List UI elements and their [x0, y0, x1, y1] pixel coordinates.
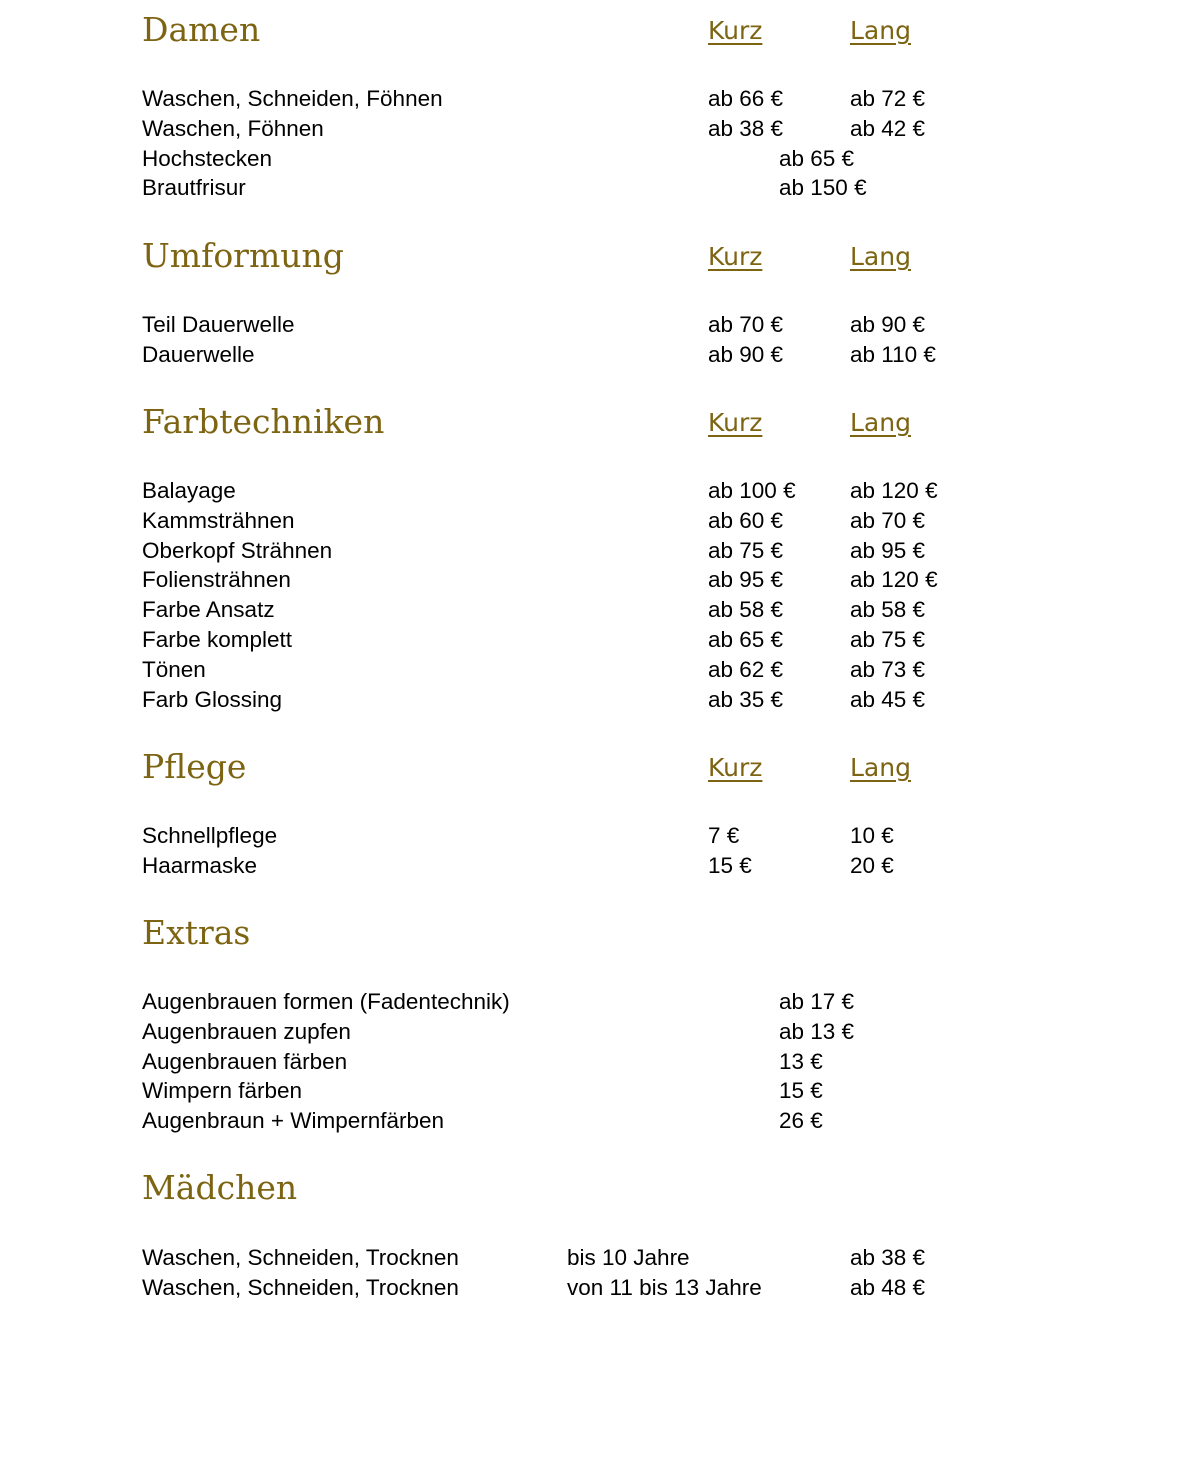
price-lang: ab 70 € — [850, 507, 926, 533]
section-title: Extras — [142, 913, 251, 952]
service-name: Waschen, Schneiden, Föhnen — [142, 86, 443, 111]
price-lang: ab 45 € — [850, 686, 926, 712]
price-row — [0, 1047, 1190, 1077]
price-row — [0, 1017, 1190, 1047]
service-name: Schnellpflege — [142, 823, 278, 848]
price: ab 48 € — [850, 1274, 926, 1300]
price-lang: ab 42 € — [850, 115, 926, 141]
service-name: Waschen, Schneiden, Trocknen — [142, 1245, 459, 1270]
price-kurz: ab 95 € — [708, 567, 784, 593]
price-kurz: ab 66 € — [708, 86, 784, 111]
price-lang: ab 73 € — [850, 656, 926, 682]
column-header-lang: Lang — [850, 408, 911, 437]
column-header-kurz: Kurz — [708, 242, 763, 271]
service-name: Waschen, Schneiden, Trocknen — [142, 1274, 459, 1300]
price-kurz: ab 60 € — [708, 507, 784, 533]
service-name: Dauerwelle — [142, 341, 255, 367]
service-name: Augenbrauen formen (Fadentechnik) — [142, 989, 510, 1014]
price-row — [0, 987, 1190, 1017]
price-row — [0, 476, 1190, 506]
price-row — [0, 506, 1190, 536]
price-row — [0, 1106, 1190, 1136]
service-name: Brautfrisur — [142, 175, 246, 201]
service-name: Teil Dauerwelle — [142, 312, 295, 337]
price-lang: ab 72 € — [850, 86, 926, 111]
service-name: Foliensträhnen — [142, 567, 291, 593]
price-lang: ab 110 € — [850, 341, 936, 367]
price: ab 13 € — [779, 1018, 855, 1044]
price-row — [0, 1273, 1190, 1303]
price-kurz: ab 70 € — [708, 312, 784, 337]
service-name: Augenbraun + Wimpernfärben — [142, 1108, 445, 1134]
price-rows — [0, 476, 1190, 714]
column-header-lang: Lang — [850, 753, 911, 782]
section-title: Farbtechniken — [142, 402, 385, 441]
service-name: Kammsträhnen — [142, 507, 295, 533]
price-kurz: ab 35 € — [708, 686, 784, 712]
price-row — [0, 84, 1190, 114]
price-kurz: ab 58 € — [708, 597, 784, 623]
price-row — [0, 114, 1190, 144]
column-header-lang: Lang — [850, 16, 911, 45]
service-name: Farbe komplett — [142, 626, 293, 652]
price-row — [0, 310, 1190, 340]
service-name: Wimpern färben — [142, 1078, 303, 1104]
price-lang: ab 90 € — [850, 312, 926, 337]
price-rows — [0, 821, 1190, 881]
price-row — [0, 1076, 1190, 1106]
price-rows — [0, 310, 1190, 370]
service-name: Oberkopf Strähnen — [142, 537, 333, 563]
price-row — [0, 595, 1190, 625]
price: 13 € — [779, 1048, 823, 1074]
price-row — [0, 1243, 1190, 1273]
price-rows — [0, 987, 1190, 1136]
price-kurz: ab 100 € — [708, 478, 796, 503]
service-name: Farb Glossing — [142, 686, 283, 712]
price-kurz: ab 38 € — [708, 115, 784, 141]
price-kurz: ab 62 € — [708, 656, 784, 682]
price-kurz: 15 € — [708, 852, 752, 878]
service-name: Waschen, Föhnen — [142, 115, 324, 141]
price: ab 38 € — [850, 1245, 926, 1270]
price: ab 65 € — [779, 145, 855, 171]
price-rows — [0, 84, 1190, 203]
column-header-kurz: Kurz — [708, 753, 763, 782]
price-lang: 10 € — [850, 823, 894, 848]
age-range: bis 10 Jahre — [567, 1245, 690, 1270]
price-rows — [0, 1243, 1190, 1303]
price-row — [0, 625, 1190, 655]
price-row — [0, 655, 1190, 685]
column-header-kurz: Kurz — [708, 408, 763, 437]
service-name: Augenbrauen zupfen — [142, 1018, 351, 1044]
service-name: Tönen — [142, 656, 206, 682]
price-lang: ab 120 € — [850, 478, 938, 503]
price: 15 € — [779, 1078, 823, 1104]
price-row — [0, 821, 1190, 851]
price-lang: ab 120 € — [850, 567, 938, 593]
price-lang: 20 € — [850, 852, 894, 878]
price-row — [0, 536, 1190, 566]
service-name: Hochstecken — [142, 145, 273, 171]
price-kurz: ab 75 € — [708, 537, 784, 563]
service-name: Farbe Ansatz — [142, 597, 275, 623]
price-lang: ab 75 € — [850, 626, 926, 652]
price-row — [0, 173, 1190, 203]
service-name: Balayage — [142, 478, 236, 503]
price-row — [0, 144, 1190, 174]
price: 26 € — [779, 1108, 823, 1134]
section-title: Mädchen — [142, 1168, 298, 1207]
price-row — [0, 851, 1190, 881]
service-name: Augenbrauen färben — [142, 1048, 348, 1074]
price-kurz: 7 € — [708, 823, 740, 848]
section-title: Umformung — [142, 236, 344, 275]
price-lang: ab 58 € — [850, 597, 926, 623]
price-lang: ab 95 € — [850, 537, 926, 563]
price: ab 150 € — [779, 175, 867, 201]
price-row — [0, 565, 1190, 595]
column-header-lang: Lang — [850, 242, 911, 271]
service-name: Haarmaske — [142, 852, 258, 878]
price-row — [0, 685, 1190, 715]
price-kurz: ab 90 € — [708, 341, 784, 367]
price: ab 17 € — [779, 989, 855, 1014]
price-kurz: ab 65 € — [708, 626, 784, 652]
price-row — [0, 340, 1190, 370]
age-range: von 11 bis 13 Jahre — [567, 1274, 762, 1300]
column-header-kurz: Kurz — [708, 16, 763, 45]
section-title: Pflege — [142, 747, 247, 786]
section-title: Damen — [142, 10, 261, 49]
